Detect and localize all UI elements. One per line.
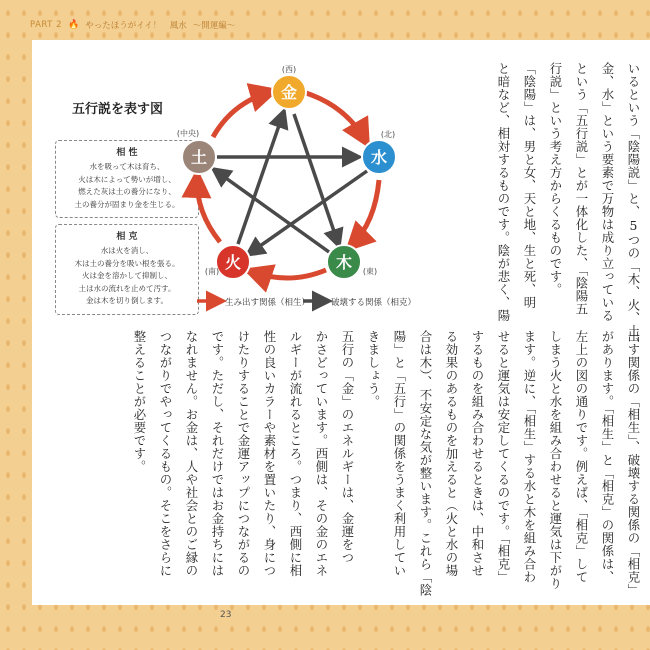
soukoku-line: 水は火を消し、 bbox=[100, 246, 154, 255]
text-column: つながりでやってくるもの。そこをさらに bbox=[158, 330, 173, 577]
soukoku-line: 土は水の流れを止めて汚す。 bbox=[78, 283, 176, 293]
legend-destroy-label: 破壊する関係（相克） bbox=[331, 298, 417, 308]
header-title: やったほうがイイ！ 風水 bbox=[85, 21, 187, 31]
soukoku-arrow bbox=[250, 171, 367, 253]
text-column: けたりすることで金運アップにつながるの bbox=[236, 330, 251, 577]
text-column: 金、水」という要素で万物は成り立っている bbox=[600, 62, 615, 322]
text-column: 整えることが必要です。 bbox=[132, 330, 147, 473]
direction-label-water: (北) bbox=[380, 130, 396, 139]
element-char-metal: 金 bbox=[280, 83, 298, 102]
header-subtitle: 〜開運編〜 bbox=[192, 21, 236, 31]
sousei-arrow bbox=[197, 178, 220, 242]
sousei-arrow bbox=[303, 92, 365, 140]
text-column: です。ただし、それだけではお金持ちには bbox=[210, 330, 225, 577]
element-char-wood: 木 bbox=[335, 253, 353, 272]
text-column: という「五行説」とが一体化した、「陰陽五 bbox=[574, 62, 589, 316]
element-char-fire: 火 bbox=[224, 253, 242, 272]
text-column: 「陰陽」は、男と女、天と地、生と死、明 bbox=[522, 62, 537, 309]
text-column: 行説」という考え方からくるものです。 bbox=[548, 62, 563, 296]
text-column: いるという「陰陽説」と、5つの「木、火、土、 bbox=[626, 62, 641, 351]
direction-label-earth: (中央) bbox=[176, 129, 200, 138]
text-column: せると運気は安定してくるのです。「相克」 bbox=[496, 330, 511, 584]
soukoku-line: 木は土の養分を吸い根を張る。 bbox=[74, 258, 180, 268]
flame-icon: 🔥 bbox=[68, 20, 80, 30]
text-column: かさどっています。西側は、その金のエネ bbox=[314, 330, 329, 577]
soukoku-arrow bbox=[238, 114, 283, 244]
text-column: しまう火と水を組み合わせると運気は下がり bbox=[548, 330, 563, 590]
text-column: 性の良いカラーや素材を置いたり、身につ bbox=[262, 330, 277, 577]
text-column: 五行の「金」のエネルギーは、金運をつ bbox=[340, 330, 355, 564]
direction-label-fire: (南) bbox=[204, 267, 220, 276]
element-char-water: 水 bbox=[370, 148, 388, 167]
text-column: ルギーが流れるところ。つまり、西側に相 bbox=[288, 330, 303, 577]
text-column: ます。逆に、「相生」する水と木を組み合わ bbox=[522, 330, 537, 584]
page-number: 23 bbox=[220, 610, 232, 620]
legend-generate-label: 生み出す関係（相生） bbox=[225, 298, 311, 308]
soukoku-line: 火は金を溶かして抑制し、 bbox=[82, 271, 172, 280]
soukoku-title: 相 克 bbox=[116, 232, 138, 242]
text-column: 左上の図の通りです。例えば、「相克」して bbox=[574, 330, 589, 584]
text-column: きましょう。 bbox=[366, 330, 381, 408]
sousei-line: 燃えた灰は土の養分になり、 bbox=[78, 187, 176, 196]
part-label: PART 2 bbox=[30, 20, 62, 30]
direction-label-metal: (西) bbox=[281, 65, 297, 74]
text-column: る効果のあるものを加えると（火と水の場 bbox=[444, 330, 459, 577]
text-column: 合は木）、不安定な気が整います。これら「陰 bbox=[418, 330, 433, 597]
sousei-arrow bbox=[352, 180, 379, 245]
diagram-title: 五行説を表す図 bbox=[72, 102, 164, 117]
soukoku-line: 金は木を切り倒します。 bbox=[86, 296, 168, 305]
sousei-title: 相 性 bbox=[116, 148, 138, 158]
sousei-line: 火は木によって勢いが増し、 bbox=[78, 174, 176, 184]
sousei-line: 水を吸って木は育ち、 bbox=[89, 162, 165, 171]
text-column: 出す関係の「相生」、破壊する関係の「相克」 bbox=[626, 330, 641, 597]
sousei-arrow bbox=[213, 92, 270, 137]
sousei-line: 土の養分が固まり金を生じる。 bbox=[74, 199, 180, 209]
sousei-arrow bbox=[252, 270, 326, 278]
text-column: があります。「相生」と「相克」の関係は、 bbox=[600, 330, 615, 584]
text-column: なれません。お金は、人や社会とのご縁の bbox=[184, 330, 199, 577]
text-column: 陽」と「五行」の関係をうまく利用してい bbox=[392, 330, 407, 577]
soukoku-arrow bbox=[294, 114, 338, 243]
text-column: するものを組み合わせるときは、中和させ bbox=[470, 330, 485, 577]
text-column: と暗など、相対するものです。陰が悲く、陽 bbox=[496, 62, 511, 322]
direction-label-wood: (東) bbox=[362, 267, 378, 276]
element-char-earth: 土 bbox=[190, 148, 208, 167]
